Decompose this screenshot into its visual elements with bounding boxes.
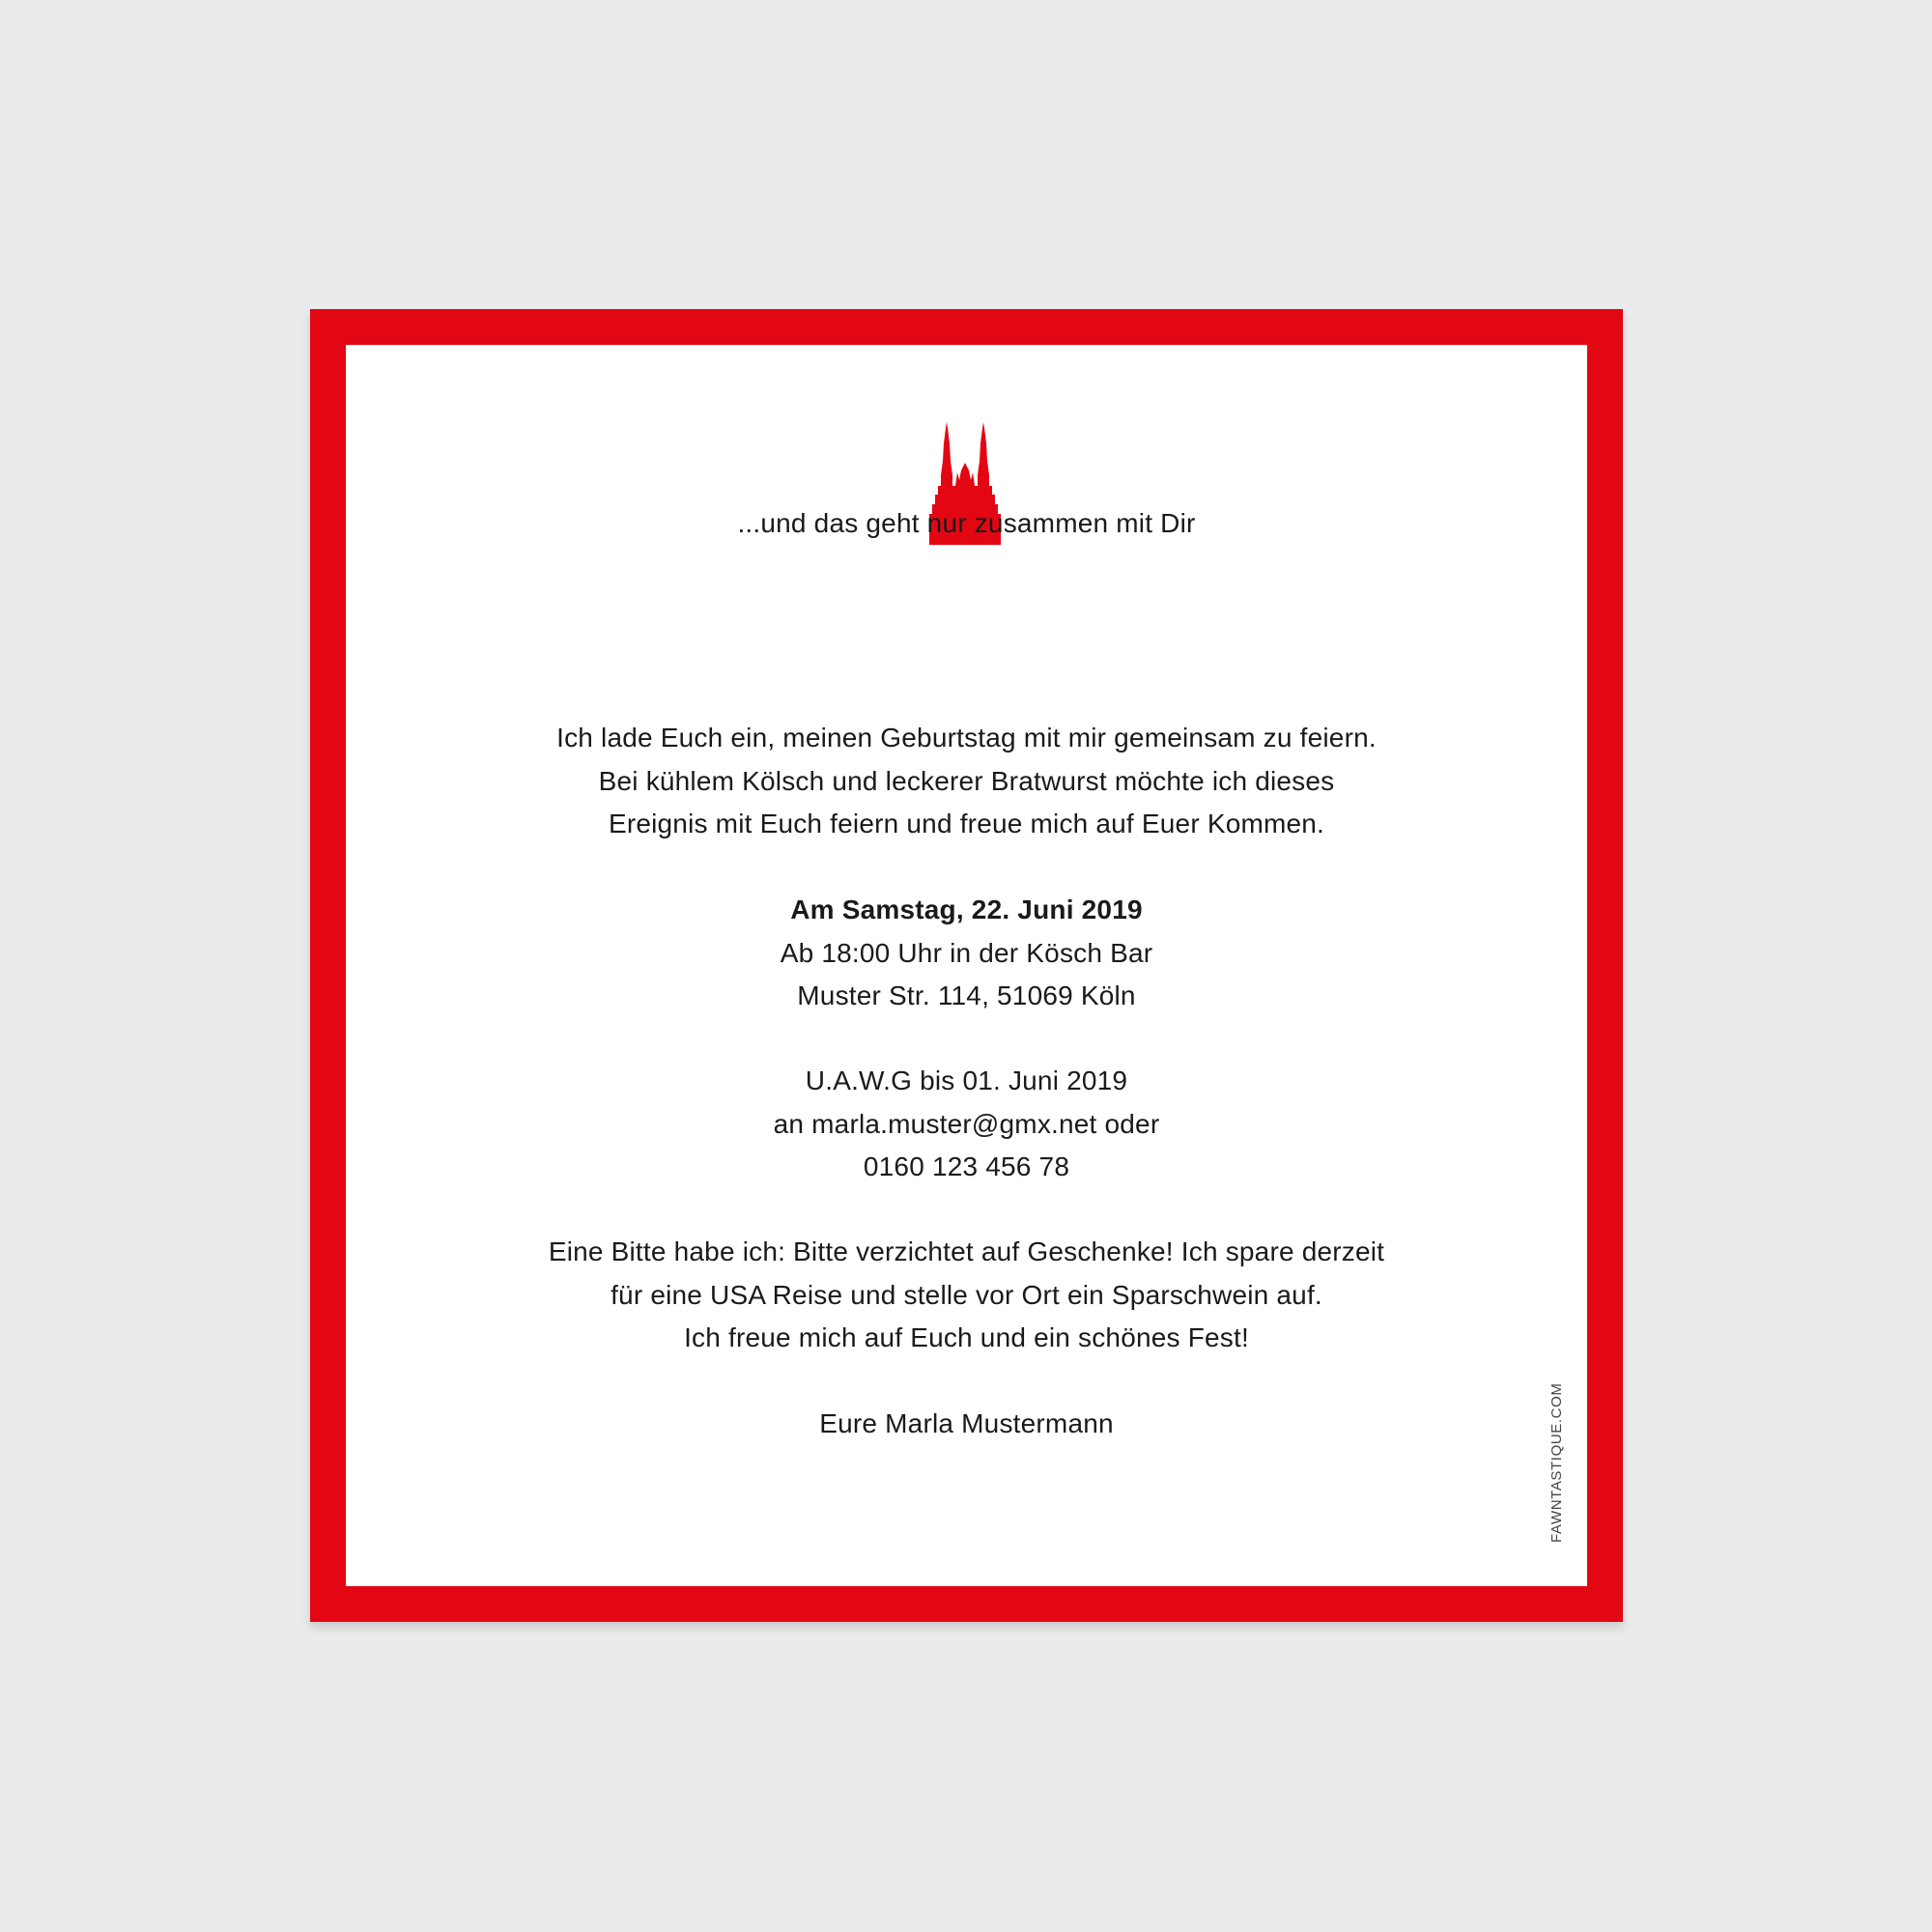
request-line: Eine Bitte habe ich: Bitte verzichtet auf Geschenke! Ich spare derzeit: [548, 1236, 1385, 1266]
rsvp-email: an marla.muster@gmx.net oder: [773, 1108, 1160, 1139]
request-line: für eine USA Reise und stelle vor Ort ein Sparschwein auf.: [611, 1279, 1322, 1310]
rsvp-deadline: U.A.W.G bis 01. Juni 2019: [805, 1065, 1128, 1095]
signature-text: Eure Marla Mustermann: [819, 1408, 1114, 1438]
intro-line: Ereignis mit Euch feiern und freue mich auf Euer Kommen.: [608, 809, 1325, 838]
intro-line: Bei kühlem Kölsch und leckerer Bratwurst möchte ich dieses: [598, 765, 1335, 796]
closing-text: Ich freue mich auf Euch und ein schönes Fest!: [684, 1322, 1249, 1352]
designer-credit: FAWNTASTIQUE.COM: [1548, 1382, 1565, 1543]
event-address: Muster Str. 114, 51069 Köln: [797, 980, 1136, 1010]
gift-request: [346, 1231, 1587, 1317]
intro-line: Ich lade Euch ein, meinen Geburtstag mit mir gemeinsam zu feiern.: [556, 723, 1377, 753]
signature: [346, 1403, 1587, 1446]
tagline-text: ...und das geht nur zusammen mit Dir: [737, 508, 1196, 538]
closing: [346, 1317, 1587, 1360]
event-time-place: Ab 18:00 Uhr in der Kösch Bar: [780, 937, 1153, 968]
rsvp-phone: 0160 123 456 78: [863, 1151, 1070, 1181]
tagline: [346, 502, 1587, 546]
intro-paragraph: [346, 717, 1587, 846]
event-date: Am Samstag, 22. Juni 2019: [790, 895, 1143, 924]
event-details: [346, 889, 1587, 1018]
invitation-card: [310, 309, 1623, 1622]
card-content-area: [346, 345, 1587, 1586]
rsvp-details: [346, 1060, 1587, 1189]
